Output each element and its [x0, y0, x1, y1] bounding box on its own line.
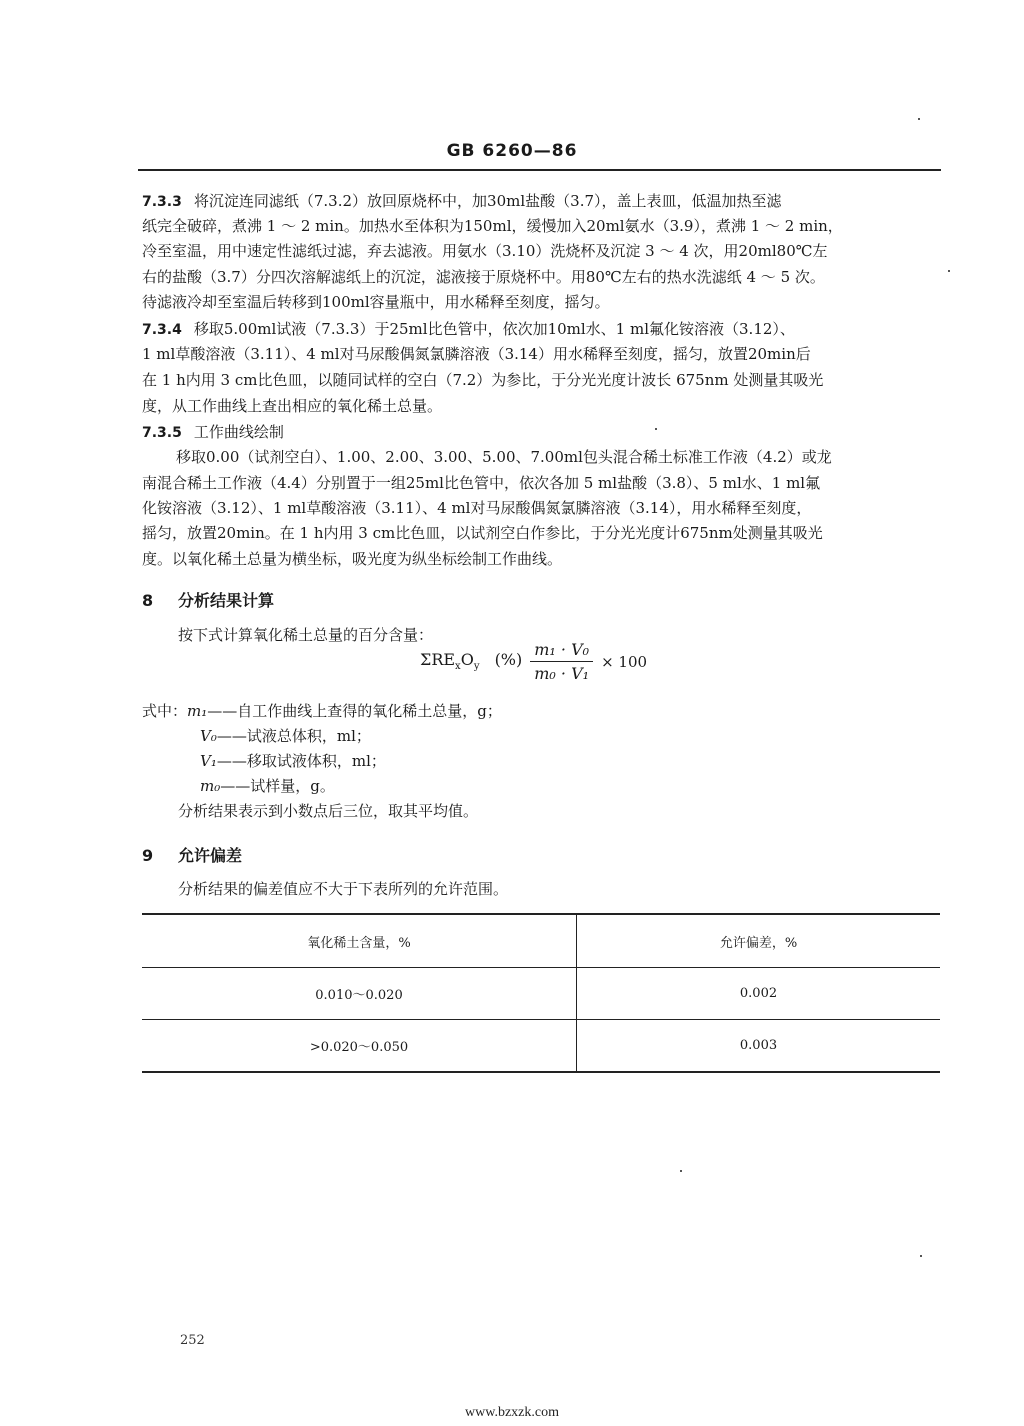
paragraph-7-3-3-line1 [142, 190, 782, 213]
clause-number: 7.3.4 [142, 322, 182, 338]
paragraph-7-3-4-line3: 在 1 h内用 3 cm比色皿，以随同试样的空白（7.2）为参比，于分光光度计波长 675nm 处测量其吸光 [142, 371, 824, 389]
scan-speck [655, 428, 657, 430]
result-note: 分析结果表示到小数点后三位，取其平均值。 [178, 802, 479, 820]
paragraph-7-3-5-line1: 移取0.00（试剂空白）、1.00、2.00、3.00、5.00、7.00ml包头混合稀土标准工作液（4.2）或龙 [176, 448, 832, 466]
table-cell: 0.003 [577, 1020, 941, 1073]
section-number: 9 [142, 846, 154, 865]
definition-symbol: V₀ [200, 727, 217, 745]
section-title: 允许偏差 [178, 846, 243, 865]
paragraph-7-3-5-line4: 摇匀，放置20min。在 1 h内用 3 cm比色皿，以试剂空白作参比，于分光光度计675nm处测量其吸光 [142, 524, 823, 542]
page-number: 252 [180, 1333, 205, 1348]
scan-speck [948, 270, 950, 272]
definition-text: ——试液总体积，ml； [216, 727, 371, 745]
definition-text: ——自工作曲线上查得的氧化稀土总量，g； [207, 702, 502, 720]
definition-text: ——试样量，g。 [220, 777, 335, 795]
definition-line-4 [200, 775, 335, 797]
table-cell: >0.020～0.050 [142, 1020, 577, 1073]
scan-speck [680, 1170, 682, 1172]
section-title: 分析结果计算 [178, 591, 275, 610]
paragraph-7-3-3-line5: 待滤液冷却至室温后转移到100ml容量瓶中，用水稀释至刻度，摇匀。 [142, 293, 610, 311]
scan-speck [920, 1255, 922, 1257]
scan-speck [918, 118, 920, 120]
table-header-cell: 氧化稀土含量，% [142, 914, 577, 968]
paragraph-text: 移取5.00ml试液（7.3.3）于25ml比色管中，依次加10ml水、1 ml氟化铵溶液（3.12）、 [193, 320, 795, 338]
table-header-row [142, 914, 940, 968]
section-9-intro: 分析结果的偏差值应不大于下表所列的允许范围。 [178, 880, 509, 898]
definition-line-2 [200, 725, 371, 747]
table-cell: 0.002 [577, 968, 941, 1020]
website-watermark: www.bzxzk.com [465, 1405, 559, 1420]
paragraph-7-3-3-line4: 右的盐酸（3.7）分四次溶解滤纸上的沉淀，滤液接于原烧杯中。用80℃左右的热水洗滤纸 4 ～ 5 次。 [142, 268, 825, 286]
paragraph-7-3-3-line2: 纸完全破碎，煮沸 1 ～ 2 min。加热水至体积为150ml，缓慢加入20ml氨水（3.9），煮沸 1 ～ 2 min， [142, 217, 843, 235]
paragraph-7-3-5-line3: 化铵溶液（3.12）、1 ml草酸溶液（3.11）、4 ml对马尿酸偶氮氯膦溶液（3.14），用水稀释至刻度， [142, 499, 812, 517]
clause-number: 7.3.3 [142, 194, 182, 210]
table-row [142, 968, 940, 1020]
paragraph-7-3-4-line2: 1 ml草酸溶液（3.11）、4 ml对马尿酸偶氮氯膦溶液（3.14）用水稀释至刻度，摇匀，放置20min后 [142, 345, 811, 363]
clause-7-3-5-title [142, 421, 284, 444]
formula-lhs: $\Sigma RE_xO_y$ (%) [420, 650, 523, 673]
where-label: 式中： [142, 702, 188, 720]
definition-symbol: V₁ [200, 752, 217, 770]
formula [420, 640, 647, 683]
paragraph-7-3-4-line4: 度，从工作曲线上查出相应的氧化稀土总量。 [142, 397, 443, 415]
paragraph-7-3-5-line2: 南混合稀土工作液（4.4）分别置于一组25ml比色管中，依次各加 5 ml盐酸（3.8）、5 ml水、1 ml氟 [142, 474, 821, 492]
header-rule [138, 169, 941, 171]
paragraph-text: 将沉淀连同滤纸（7.3.2）放回原烧杯中，加30ml盐酸（3.7），盖上表皿，低温加热至滤 [193, 192, 782, 210]
section-8-intro: 按下式计算氧化稀土总量的百分含量： [178, 626, 434, 644]
formula-fraction [530, 640, 593, 683]
section-number: 8 [142, 591, 154, 610]
paragraph-7-3-4-line1 [142, 318, 795, 341]
tolerance-table [142, 913, 940, 1073]
section-8-heading [142, 588, 274, 611]
document-code: GB 6260—86 [446, 141, 578, 161]
formula-denominator: m₀ · V₁ [530, 661, 593, 683]
definition-line-1 [142, 700, 502, 722]
formula-numerator: m₁ · V₀ [534, 640, 590, 659]
table-row [142, 1020, 940, 1073]
clause-number: 7.3.5 [142, 425, 182, 441]
definition-text: ——移取试液体积，ml； [216, 752, 386, 770]
section-9-heading [142, 843, 242, 866]
paragraph-7-3-5-line5: 度。以氧化稀土总量为横坐标，吸光度为纵坐标绘制工作曲线。 [142, 550, 563, 568]
table-cell: 0.010～0.020 [142, 968, 577, 1020]
table-header-cell: 允许偏差，% [577, 914, 941, 968]
definition-line-3 [200, 750, 386, 772]
clause-title: 工作曲线绘制 [193, 423, 284, 441]
definition-symbol: m₁ [187, 702, 208, 720]
paragraph-7-3-3-line3: 冷至室温，用中速定性滤纸过滤，弃去滤液。用氨水（3.10）洗烧杯及沉淀 3 ～ 4 次，用20ml80℃左 [142, 242, 828, 260]
formula-multiplier: × 100 [601, 652, 648, 671]
definition-symbol: m₀ [200, 777, 221, 795]
